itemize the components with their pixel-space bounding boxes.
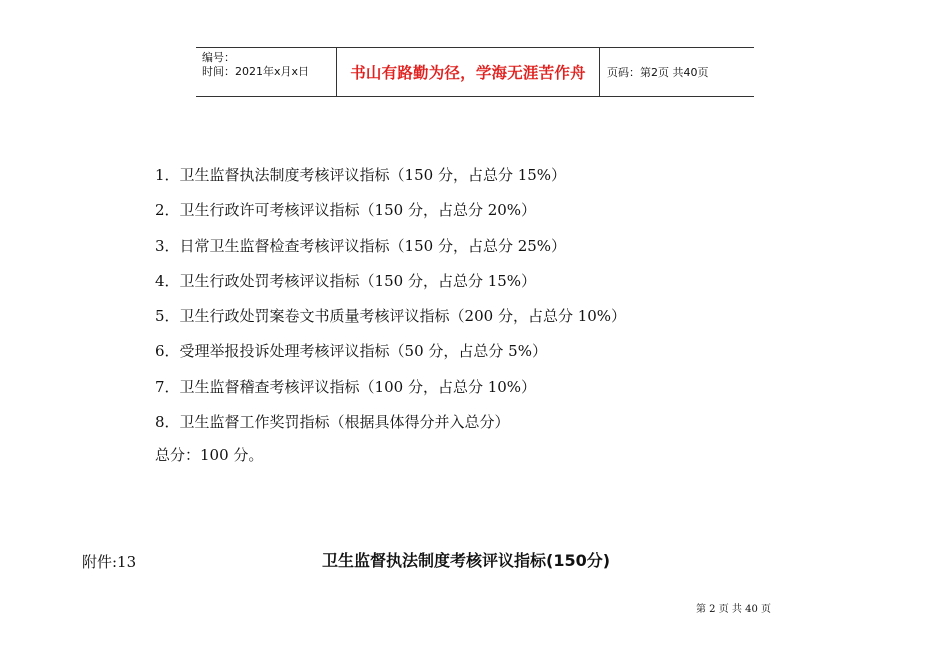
annex-label: 附件:13	[82, 553, 137, 571]
page-code: 页码：第2页 共40页	[607, 66, 709, 79]
total-score: 总分：100 分。	[155, 446, 264, 464]
list-item: 6．受理举报投诉处理考核评议指标（50 分，占总分 5%）	[155, 342, 547, 361]
list-item: 2．卫生行政许可考核评议指标（150 分，占总分 20%）	[155, 201, 537, 220]
list-item: 7．卫生监督稽查考核评议指标（100 分，占总分 10%）	[155, 377, 537, 396]
list-item: 8．卫生监督工作奖罚指标（根据具体得分并入总分）	[155, 413, 510, 432]
list-item: 5．卫生行政处罚案卷文书质量考核评议指标（200 分，占总分 10%）	[155, 307, 627, 326]
annex-title: 卫生监督执法制度考核评议指标(150分)	[322, 551, 611, 570]
list-item: 3．日常卫生监督检查考核评议指标（150 分，占总分 25%）	[155, 236, 567, 255]
indicator-list	[155, 158, 626, 440]
header-meta-cell	[196, 48, 337, 96]
list-item: 4．卫生行政处罚考核评议指标（150 分，占总分 15%）	[155, 271, 537, 290]
motto: 书山有路勤为径，学海无涯苦作舟	[337, 48, 600, 96]
document-header	[196, 47, 754, 97]
time-label: 时间：2021年x月x日	[202, 65, 310, 78]
page-footer: 第 2 页 共 40 页	[696, 604, 771, 615]
number-label: 编号：	[202, 51, 235, 64]
list-item: 1．卫生监督执法制度考核评议指标（150 分，占总分 15%）	[155, 166, 567, 184]
